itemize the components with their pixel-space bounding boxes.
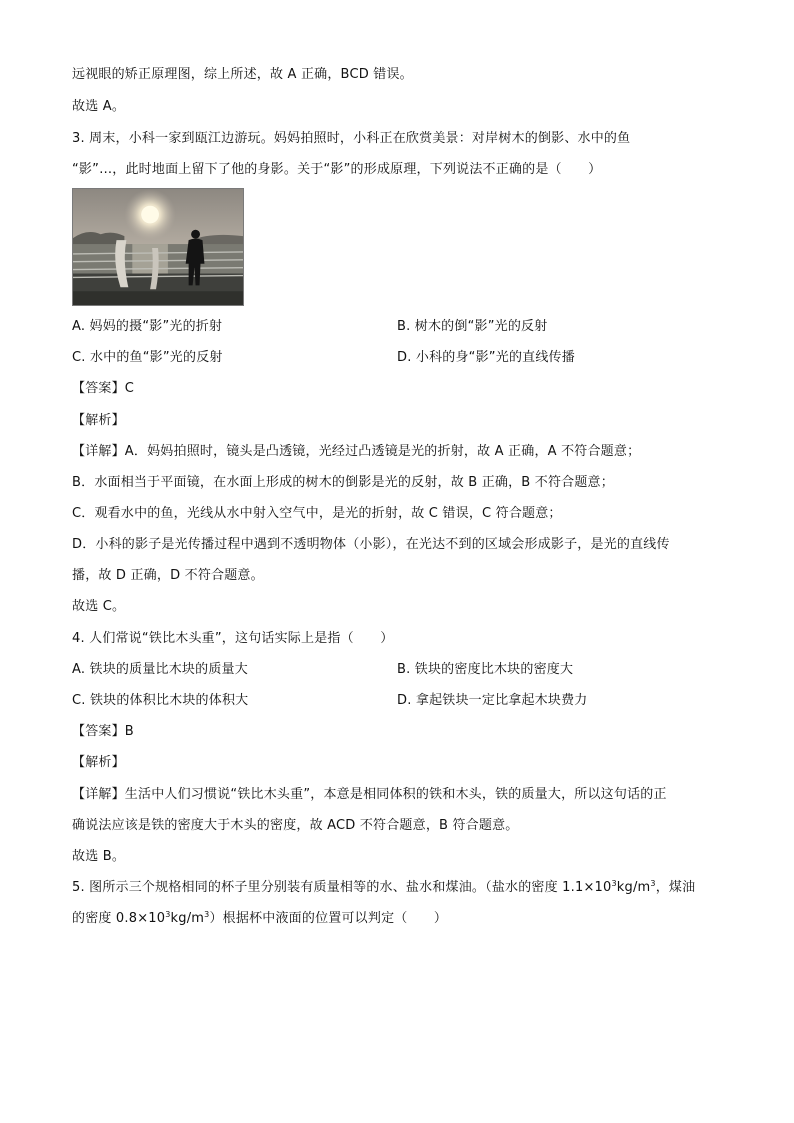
question-4-option-a: A. 铁块的质量比木块的质量大 [72,662,248,677]
question-3-detail: D．小科的影子是光传播过程中遇到不透明物体（小影），在光达不到的区域会形成影子，是光的直线传 [72,537,670,552]
unit-text: kg/m [616,880,651,895]
question-3-option-d: D. 小科的身“影”光的直线传播 [397,350,575,365]
question-4-option-c: C. 铁块的体积比木块的体积大 [72,693,249,708]
exponent: 3 [611,879,617,888]
ground [73,291,243,305]
question-5-stem [72,879,695,897]
question-3-analysis-heading: 【解析】 [72,413,125,428]
text-line: 远视眼的矫正原理图，综上所述，故 A 正确，BCD 错误。 [72,67,413,82]
question-3-answer: 【答案】C [72,381,135,396]
question-4-stem: 4. 人们常说“铁比木头重”，这句话实际上是指（ ） [72,631,394,646]
choice-line: 故选 A。 [72,99,126,114]
question-4-choice: 故选 B。 [72,849,126,864]
sun [141,206,159,224]
question-4-answer: 【答案】B [72,724,134,739]
exponent: 3 [204,910,210,919]
question-5-text: ）根据杯中液面的位置可以判定（ ） [209,911,448,926]
question-3-photo [72,188,244,306]
question-3-choice: 故选 C。 [72,599,126,614]
question-4-option-b: B. 铁块的密度比木块的密度大 [397,662,574,677]
question-5-text: ，煤油 [655,880,696,895]
question-4-detail: 【详解】生活中人们习惯说“铁比木头重”，本意是相同体积的铁和木头，铁的质量大，所以这句话的正 [72,787,667,802]
question-3-option-c: C. 水中的鱼“影”光的反射 [72,350,223,365]
question-3-stem-cont: “影”…，此时地面上留下了他的身影。关于“影”的形成原理，下列说法不正确的是（ ） [72,162,602,177]
question-4-option-d: D. 拿起铁块一定比拿起木块费力 [397,693,588,708]
question-5-text: 的密度 0.8×10 [72,911,166,926]
question-4-analysis-heading: 【解析】 [72,755,125,770]
question-5-stem-cont [72,910,447,928]
question-3-detail: C．观看水中的鱼，光线从水中射入空气中，是光的折射，故 C 错误，C 符合题意； [72,506,562,521]
question-5-text: 5. 图所示三个规格相同的杯子里分别装有质量相等的水、盐水和煤油。（盐水的密度 1.1×10 [72,880,612,895]
question-3-detail: 【详解】A．妈妈拍照时，镜头是凸透镜，光经过凸透镜是光的折射，故 A 正确，A 不符合题意； [72,444,641,459]
question-3-detail: 播，故 D 正确，D 不符合题意。 [72,568,264,583]
exponent: 3 [650,879,656,888]
question-3-option-a: A. 妈妈的摄“影”光的折射 [72,319,223,334]
question-4-detail: 确说法应该是铁的密度大于木头的密度，故 ACD 不符合题意，B 符合题意。 [72,818,519,833]
exponent: 3 [165,910,171,919]
question-3-option-b: B. 树木的倒“影”光的反射 [397,319,548,334]
unit-text: kg/m [170,911,205,926]
question-3-detail: B．水面相当于平面镜，在水面上形成的树木的倒影是光的反射，故 B 正确，B 不符合题意； [72,475,614,490]
question-3-stem: 3. 周末，小科一家到瓯江边游玩。妈妈拍照时，小科正在欣赏美景：对岸树木的倒影、水中的鱼 [72,131,631,146]
